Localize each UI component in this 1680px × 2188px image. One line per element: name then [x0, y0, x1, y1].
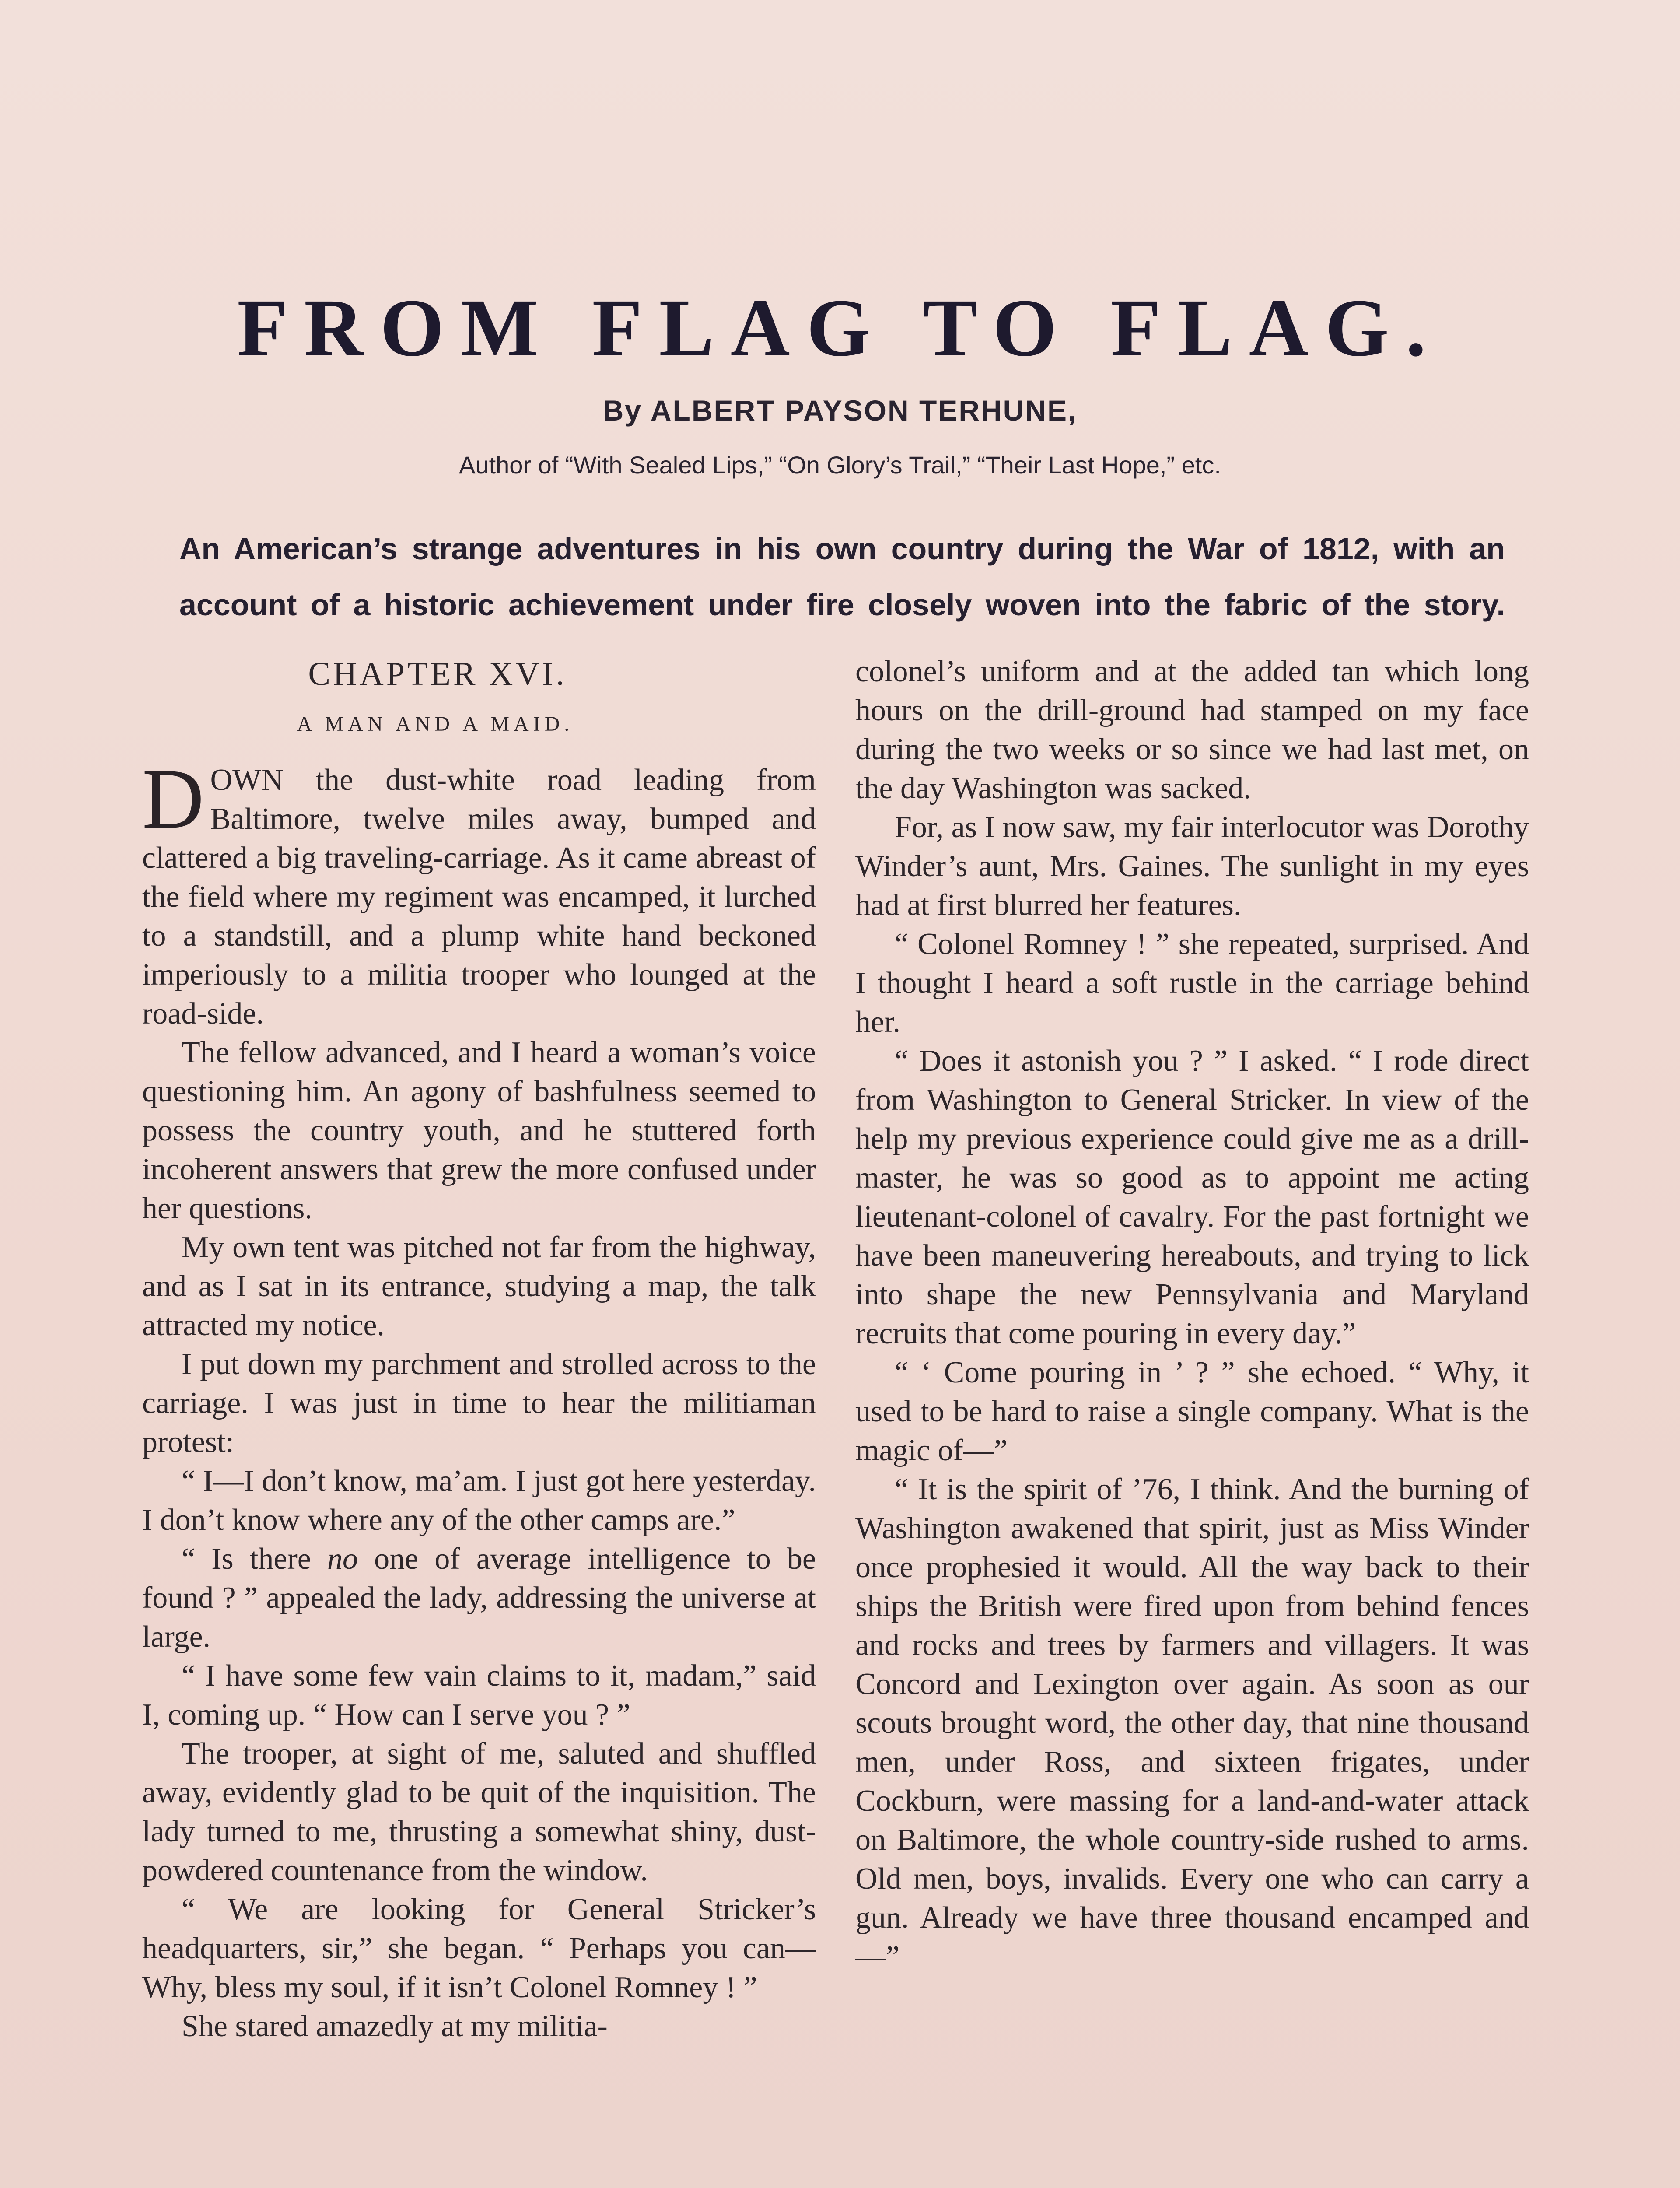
drop-cap: D [142, 751, 204, 846]
paragraph: “ We are looking for General Stricker’s headquarters, sir,” she began. “ Perhaps you can— Why, bless my soul, if it isn’t Colonel Romney ! ” [142, 1893, 816, 2004]
paragraph: “ I—I don’t know, ma’am. I just got here yesterday. I don’t know where any of the other camps are.” [142, 1464, 816, 1537]
article-blurb: An American’s strange adventures in his own country during the War of 1812, with an account of a historic achievement under fire closely woven into the fabric of the story. [179, 532, 1505, 622]
paragraph: The trooper, at sight of me, saluted and shuffled away, evidently glad to be quit of the inquisition. The lady turned to me, thrusting a somewhat shiny, dust-powdered countenance from the window. [142, 1737, 816, 1887]
right-column [855, 652, 1529, 1976]
paragraph-text: “ Is there [182, 1542, 328, 1576]
article-title: FROM FLAG TO FLAG. [237, 282, 1443, 373]
paragraph: “ I have some few vain claims to it, madam,” said I, coming up. “ How can I serve you ? ” [142, 1659, 816, 1732]
paragraph-text: OWN the dust-white road leading from Baltimore, twelve miles away, bumped and clattered a big traveling-carriage. As it came abreast of the field where my regiment was encamped, it lurched to a standstill, and a plump white hand beckoned imperiously to a militia trooper who lounged at the road-side. [142, 763, 816, 1031]
paragraph: colonel’s uniform and at the added tan which long hours on the drill-ground had stamped on my face during the two weeks or so since we had last met, on the day Washington was sacked. [855, 655, 1529, 805]
paragraph: I put down my parchment and strolled across to the carriage. I was just in time to hear the militiaman protest: [142, 1347, 816, 1459]
paragraph [142, 1539, 816, 1656]
paragraph: For, as I now saw, my fair interlocutor was Dorothy Winder’s aunt, Mrs. Gaines. The sunlight in my eyes had at first blurred her features. [855, 810, 1529, 922]
byline: By ALBERT PAYSON TERHUNE, [602, 394, 1078, 427]
paragraph: The fellow advanced, and I heard a woman’s voice questioning him. An agony of bashfulness seemed to possess the country youth, and he stuttered forth incoherent answers that grew the more confused under her questions. [142, 1036, 816, 1225]
paragraph: “ ‘ Come pouring in ’ ? ” she echoed. “ Why, it used to be hard to raise a single company. What is the magic of—” [855, 1356, 1529, 1467]
paragraph: She stared amazedly at my militia- [182, 2009, 608, 2043]
paragraph-text: one of average intelligence to be found ? ” appealed the lady, addressing the universe at large. [142, 1542, 816, 1654]
paragraph: “ Does it astonish you ? ” I asked. “ I rode direct from Washington to General Stricker. In view of the help my previous experience could give me as a drill-master, he was so good as to appoint me acting lieutenant-colonel of cavalry. For the past fortnight we have been maneuvering hereabouts, and trying to lick into shape the new Pennsylvania and Maryland recruits that come pouring in every day.” [855, 1044, 1529, 1350]
emphasis: no [327, 1542, 358, 1576]
left-column [142, 652, 816, 2046]
chapter-subtitle: A MAN AND A MAID. [297, 712, 574, 736]
paragraph: My own tent was pitched not far from the highway, and as I sat in its entrance, studying a map, the talk attracted my notice. [142, 1231, 816, 1342]
paragraph: “ Colonel Romney ! ” she repeated, surprised. And I thought I heard a soft rustle in the carriage behind her. [855, 927, 1529, 1039]
author-previous-works: Author of “With Sealed Lips,” “On Glory’s Trail,” “Their Last Hope,” etc. [459, 451, 1221, 479]
paragraph [142, 751, 816, 1033]
chapter-heading: CHAPTER XVI. [308, 656, 567, 692]
paragraph: “ It is the spirit of ’76, I think. And the burning of Washington awakened that spirit, just as Miss Winder once prophesied it would. All the way back to their ships the British were fired upon from behind fences and rocks and trees by farmers and villagers. It was Concord and Lexington over again. As soon as our scouts brought word, the other day, that nine thousand men, under Ross, and sixteen frigates, under Cockburn, were massing for a land-and-water attack on Baltimore, the whole country-side rushed to arms. Old men, boys, invalids. Every one who can carry a gun. Already we have three thousand encamped and—” [855, 1473, 1529, 1974]
